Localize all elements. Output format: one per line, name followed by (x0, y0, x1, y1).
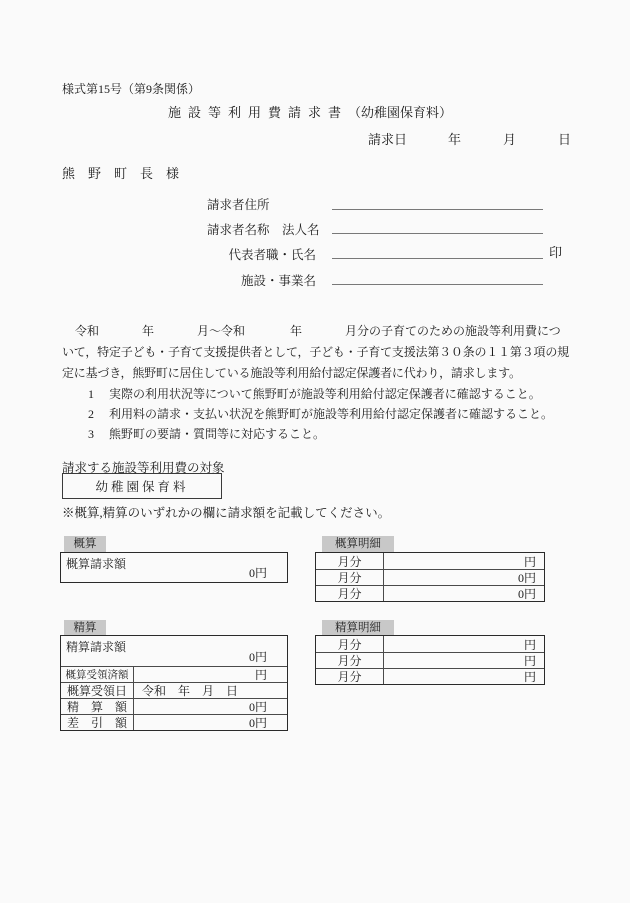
addressee: 熊野町長様 (62, 166, 193, 181)
row-value: 円 (523, 654, 536, 668)
row-value: 円 (523, 637, 536, 652)
row-label: 月分 (316, 586, 384, 601)
representative-label: 代表者職・氏名 (228, 248, 316, 262)
table-row (61, 714, 287, 730)
body-line1-year2: 年 (290, 324, 303, 338)
fill-instruction-note: ※概算,精算のいずれかの欄に請求額を記載してください。 (62, 506, 391, 520)
facility-name-label: 施設・事業名 (240, 274, 316, 288)
requester-name-label: 請求者名称 法人名 (207, 223, 320, 237)
row-value: 円 (523, 670, 536, 684)
seisan-claim-row (61, 636, 287, 666)
target-value-box (62, 473, 222, 499)
condition-number: 2 (88, 407, 94, 421)
row-label: 月分 (316, 669, 384, 684)
condition-item (88, 427, 325, 442)
condition-text: 利用料の請求・支払い状況を熊野町が施設等利用給付認定保護者に確認すること。 (109, 407, 554, 421)
row-value: 0円 (517, 571, 536, 585)
body-line1-month-era: 月～令和 (197, 324, 246, 338)
gaisan-meisai-table (315, 552, 545, 602)
row-label: 差 引 額 (61, 715, 134, 730)
document-title (168, 105, 452, 121)
representative-blank (332, 258, 543, 259)
seal-mark: 印 (549, 245, 563, 260)
table-row (316, 668, 544, 684)
request-date-label: 請求日 (368, 132, 408, 147)
document-title-suffix: （幼稚園保育料） (348, 105, 453, 120)
request-date-month-label: 月 (503, 132, 517, 147)
condition-text: 熊野町の要請・質問等に対応すること。 (109, 427, 326, 441)
row-label: 概算受領済額 (61, 667, 134, 682)
row-value: 円 (523, 554, 536, 569)
row-label: 月分 (316, 636, 384, 652)
table-row (61, 698, 287, 714)
target-heading: 請求する施設等利用費の対象 (62, 461, 225, 475)
table-row (316, 553, 544, 569)
body-line1-tail: 月分の子育てのための施設等利用費につ (345, 324, 561, 338)
row-value: 円 (254, 668, 267, 682)
form-number: 様式第15号（第9条関係） (62, 82, 201, 96)
request-date-year-label: 年 (448, 132, 462, 147)
table-row (316, 569, 544, 585)
row-value: 0円 (248, 716, 267, 730)
table-row (61, 682, 287, 698)
tab-seisan-meisai: 精算明細 (322, 620, 394, 636)
condition-item (88, 387, 541, 402)
condition-number: 1 (88, 387, 94, 401)
body-line3: 定に基づき，熊野町に居住している施設等利用給付認定保護者に代わり，請求します。 (62, 366, 521, 380)
row-label: 概算受領日 (61, 683, 134, 698)
document-title-main: 施設等利用費請求書 (168, 105, 349, 120)
row-value: 令和 年 月 日 (142, 684, 239, 698)
condition-number: 3 (88, 427, 94, 441)
body-line1-year: 年 (142, 324, 155, 338)
table-row (316, 652, 544, 668)
seisan-claim-value: 0円 (248, 650, 267, 664)
gaisan-table (60, 552, 288, 583)
row-label: 月分 (316, 570, 384, 585)
condition-text: 実際の利用状況等について熊野町が施設等利用給付認定保護者に確認すること。 (109, 387, 541, 401)
seisan-claim-label: 精算請求額 (66, 640, 127, 654)
request-date-day-label: 日 (558, 132, 572, 147)
table-row (61, 666, 287, 682)
tab-seisan: 精算 (64, 620, 106, 636)
requester-address-blank (332, 209, 543, 210)
row-label: 月分 (316, 653, 384, 668)
row-value: 0円 (517, 587, 536, 601)
requester-address-label: 請求者住所 (207, 198, 270, 212)
body-line2: いて，特定子ども・子育て支援提供者として，子ども・子育て支援法第３０条の１１第３項の規 (62, 345, 569, 359)
row-value: 0円 (248, 700, 267, 714)
gaisan-claim-label: 概算請求額 (66, 557, 127, 571)
row-label: 精 算 額 (61, 699, 134, 714)
table-row (316, 585, 544, 601)
target-value: 幼稚園保育料 (95, 480, 189, 494)
tab-gaisan: 概算 (64, 536, 106, 552)
condition-item (88, 407, 553, 422)
gaisan-claim-value: 0円 (248, 566, 267, 580)
table-row (316, 636, 544, 652)
tab-gaisan-meisai: 概算明細 (322, 536, 394, 552)
row-label: 月分 (316, 553, 384, 569)
requester-name-blank (332, 233, 543, 234)
seisan-table (60, 635, 288, 731)
body-line1-era: 令和 (75, 324, 100, 338)
facility-name-blank (332, 284, 543, 285)
seisan-meisai-table (315, 635, 545, 685)
